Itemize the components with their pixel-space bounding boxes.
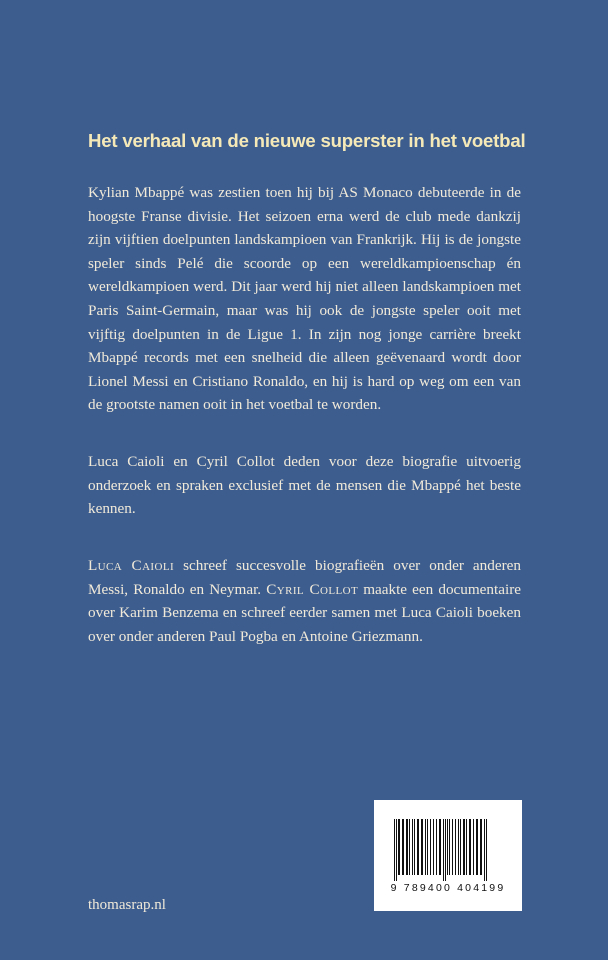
barcode-bar <box>394 819 395 881</box>
barcode-bar <box>417 819 419 875</box>
barcode-bar <box>402 819 404 875</box>
barcode-bar <box>463 819 465 875</box>
barcode-bar <box>425 819 426 875</box>
barcode-bar <box>406 819 408 875</box>
barcode-number: 9 789400 404199 <box>390 882 506 894</box>
barcode-bar <box>412 819 413 875</box>
barcode-bar <box>484 819 485 881</box>
barcode-bar <box>480 819 482 875</box>
barcode-bar <box>458 819 459 875</box>
barcode-bar <box>449 819 450 875</box>
barcode-bar <box>473 819 474 875</box>
barcode-bar <box>486 819 487 881</box>
barcode-bar <box>421 819 423 875</box>
author-name-luca-caioli: Luca Caioli <box>88 557 175 574</box>
barcode-bar <box>460 819 461 875</box>
barcode-bar <box>436 819 437 875</box>
headline: Het verhaal van de nieuwe superster in het voetbal <box>88 130 526 151</box>
barcode-bar <box>414 819 415 875</box>
author-bios-paragraph <box>88 554 521 648</box>
research-paragraph: Luca Caioli en Cyril Collot deden voor deze biografie uitvoerig onderzoek en spraken exclusief met de mensen die Mbappé het beste kennen. <box>88 453 521 518</box>
author-name-cyril-collot: Cyril Collot <box>266 580 359 598</box>
barcode-bar <box>430 819 431 875</box>
barcode-bar <box>466 819 467 875</box>
blurb-paragraph: Kylian Mbappé was zestien toen hij bij AS Monaco debuteerde in de hoogste Franse divisie. Het seizoen erna werd de club mede dankzij zijn vijftien doelpunten landskampioen van Frankrijk. Hij is de jongste speler sinds Pelé die scoorde op een wereldkampioenschap én wereldkampioen werd. Dit jaar werd hij niet alleen landskampioen met Paris Saint-Germain, maar was hij ook de jongste speler ooit met vijftig doelpunten in de Ligue 1. In zijn nog jonge carrière breekt Mbappé records met een snelheid die alleen geëvenaard wordt door Lionel Messi en Cristiano Ronaldo, en hij is hard op weg om een van de grootste namen ooit in het voetbal te worden. <box>88 184 521 414</box>
barcode-bar <box>398 819 400 875</box>
barcode-bar <box>452 819 453 875</box>
barcode-bar <box>476 819 478 875</box>
barcode-bar <box>409 819 410 875</box>
barcode-bar <box>455 819 456 875</box>
barcode-bar <box>445 819 446 881</box>
barcode-bars <box>394 819 502 881</box>
barcode-bar <box>433 819 434 875</box>
barcode-bar <box>443 819 444 881</box>
barcode-bar <box>447 819 448 875</box>
barcode-bar <box>396 819 397 881</box>
author-bio-luca-caioli: schreef succesvolle biografieën over onder anderen Messi, Ronaldo en Neymar. <box>88 557 521 598</box>
barcode-bar <box>469 819 471 875</box>
publisher-website: thomasrap.nl <box>88 897 166 913</box>
barcode <box>374 800 522 911</box>
author-bio-cyril-collot: maakte een documentaire over Karim Benzema en schreef eerder samen met Luca Caioli boeken over onder anderen Paul Pogba en Antoine Griezmann. <box>88 580 521 645</box>
barcode-bar <box>439 819 441 875</box>
barcode-bar <box>427 819 428 875</box>
